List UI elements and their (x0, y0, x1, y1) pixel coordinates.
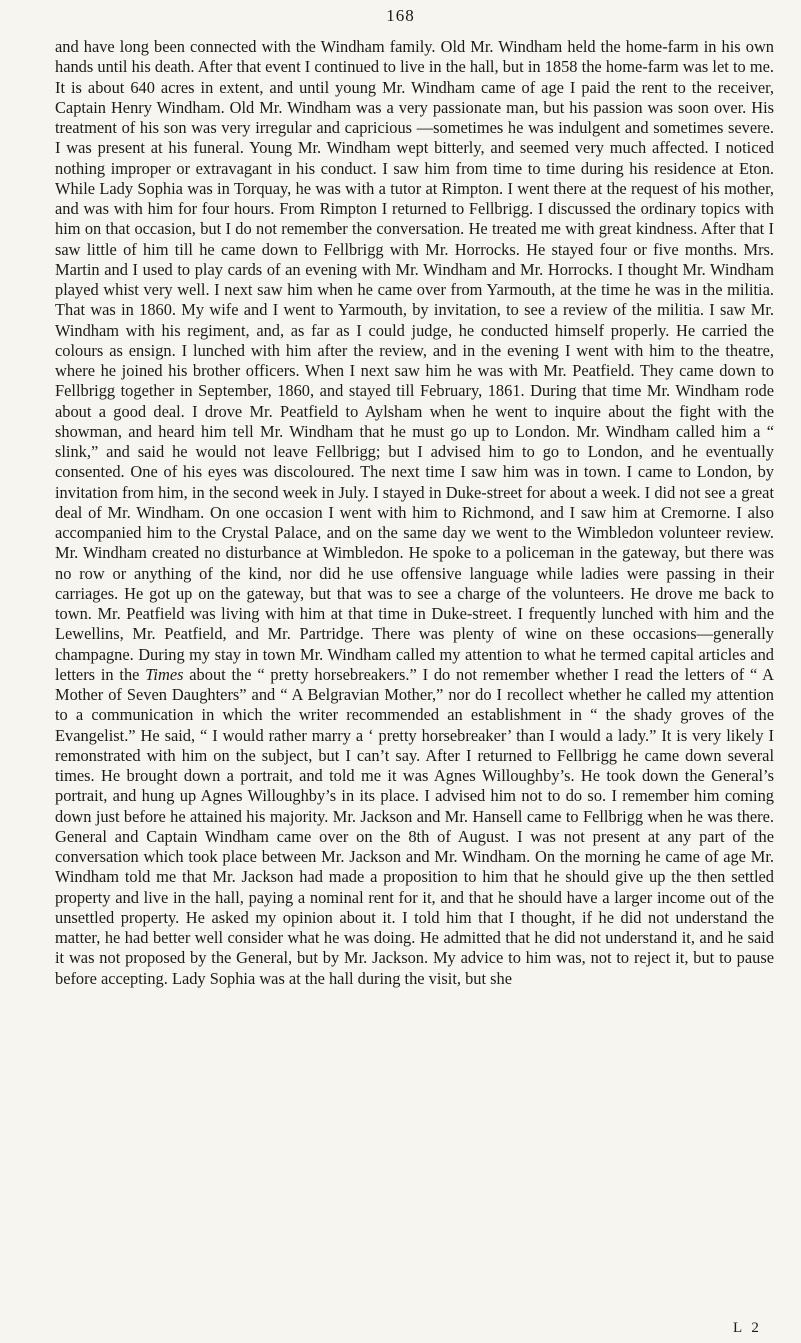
text-segment-1: and have long been connected with the Windham family. Old Mr. Windham held the home-farm in his own hands until his death. After that event I continued to live in the hall, but in 1858 the home-farm was let to me. It is about 640 acres in extent, and until young Mr. Windham came of age I paid the rent to the receiver, Captain Henry Windham. Old Mr. Windham was a very passionate man, but his passion was soon over. His treatment of his son was very irregular and capricious —sometimes he was indulgent and sometimes severe. I was present at his funeral. Young Mr. Windham wept bitterly, and seemed very much affected. I noticed nothing improper or extravagant in his conduct. I saw him from time to time during his residence at Eton. While Lady Sophia was in Torquay, he was with a tutor at Rimpton. I went there at the request of his mother, and was with him for four hours. From Rimpton I returned to Fellbrigg. I discussed the ordinary topics with him on that occasion, but I do not remember the conversation. He treated me with great kindness. After that I saw little of him till he came down to Fellbrigg with Mr. Horrocks. He stayed four or five months. Mrs. Martin and I used to play cards of an evening with Mr. Windham and Mr. Horrocks. I thought Mr. Windham played whist very well. I next saw him when he came over from Yarmouth, at the time he was in the militia. That was in 1860. My wife and I went to Yarmouth, by invitation, to see a review of the militia. I saw Mr. Windham with his regiment, and, as far as I could judge, he conducted himself properly. He carried the colours as ensign. I lunched with him after the review, and in the evening I went with him to the theatre, where he joined his brother officers. When I next saw him he was with Mr. Peatfield. They came down to Fellbrigg together in September, 1860, and stayed till February, 1861. During that time Mr. Windham rode about a good deal. I drove Mr. Peatfield to Aylsham when he went to inquire about the fight with the showman, and heard him tell Mr. Windham that he must go up to London. Mr. Windham called him a “ slink,” and said he would not leave Fellbrigg; but I advised him to go to London, and he eventually consented. One of his eyes was discoloured. The next time I saw him was in town. I came to London, by invitation from him, in the second week in July. I stayed in Duke-street for about a week. I did not see a great deal of Mr. Windham. On one occasion I went with him to Richmond, and I saw him at Cremorne. I also accompanied him to the Crystal Palace, and on the same day we went to the Wimbledon volunteer review. Mr. Windham created no disturbance at Wimbledon. He spoke to a policeman in the gateway, but there was no row or anything of the kind, nor did he use offensive language while ladies were passing in their carriages. He got up on the gateway, but that was to see a charge of the volunteers. He drove me back to town. Mr. Peatfield was living with him at that time in Duke-street. I frequently lunched with him and the Lewellins, Mr. Peatfield, and Mr. Partridge. There was plenty of wine on these occasions—generally champagne. During my stay in town Mr. Windham called my attention to what he termed capital articles and letters in the (55, 37, 774, 684)
body-text (55, 37, 774, 989)
signature-mark: L 2 (733, 1320, 762, 1336)
page-number: 168 (386, 6, 415, 25)
text-segment-italic-times: Times (145, 664, 184, 684)
text-segment-3: about the “ pretty horsebreakers.” I do not remember whether I read the letters of “ A Mother of Seven Daughters” and “ A Belgravian Mother,” nor do I recollect whether he called my attention to a communication in which the writer recommended an establishment in “ the shady groves of the Evangelist.” He said, “ I would rather marry a ‘ pretty horsebreaker’ than I would a lady.” It is very likely I remonstrated with him on the subject, but I can’t say. After I returned to Fellbrigg he came down several times. He brought down a portrait, and told me it was Agnes Willoughby’s. He took down the General’s portrait, and hung up Agnes Willoughby’s in its place. I advised him not to do so. I remember him coming down just before he attained his majority. Mr. Jackson and Mr. Hansell came to Fellbrigg when he was there. General and Captain Windham came over on the 8th of August. I was not present at any part of the conversation which took place between Mr. Jackson and Mr. Windham. On the morning he came of age Mr. Windham told me that Mr. Jackson had made a proposition to him that he should give up the then settled property and live in the hall, paying a nominal rent for it, and that he should have a larger income out of the unsettled property. He asked my opinion about it. I told him that I thought, if he did not understand the matter, he had better well consider what he was doing. He admitted that he did not understand it, and he said it was not proposed by the General, but by Mr. Jackson. My advice to him was, not to reject it, but to pause before accepting. Lady Sophia was at the hall during the visit, but she (55, 664, 774, 988)
